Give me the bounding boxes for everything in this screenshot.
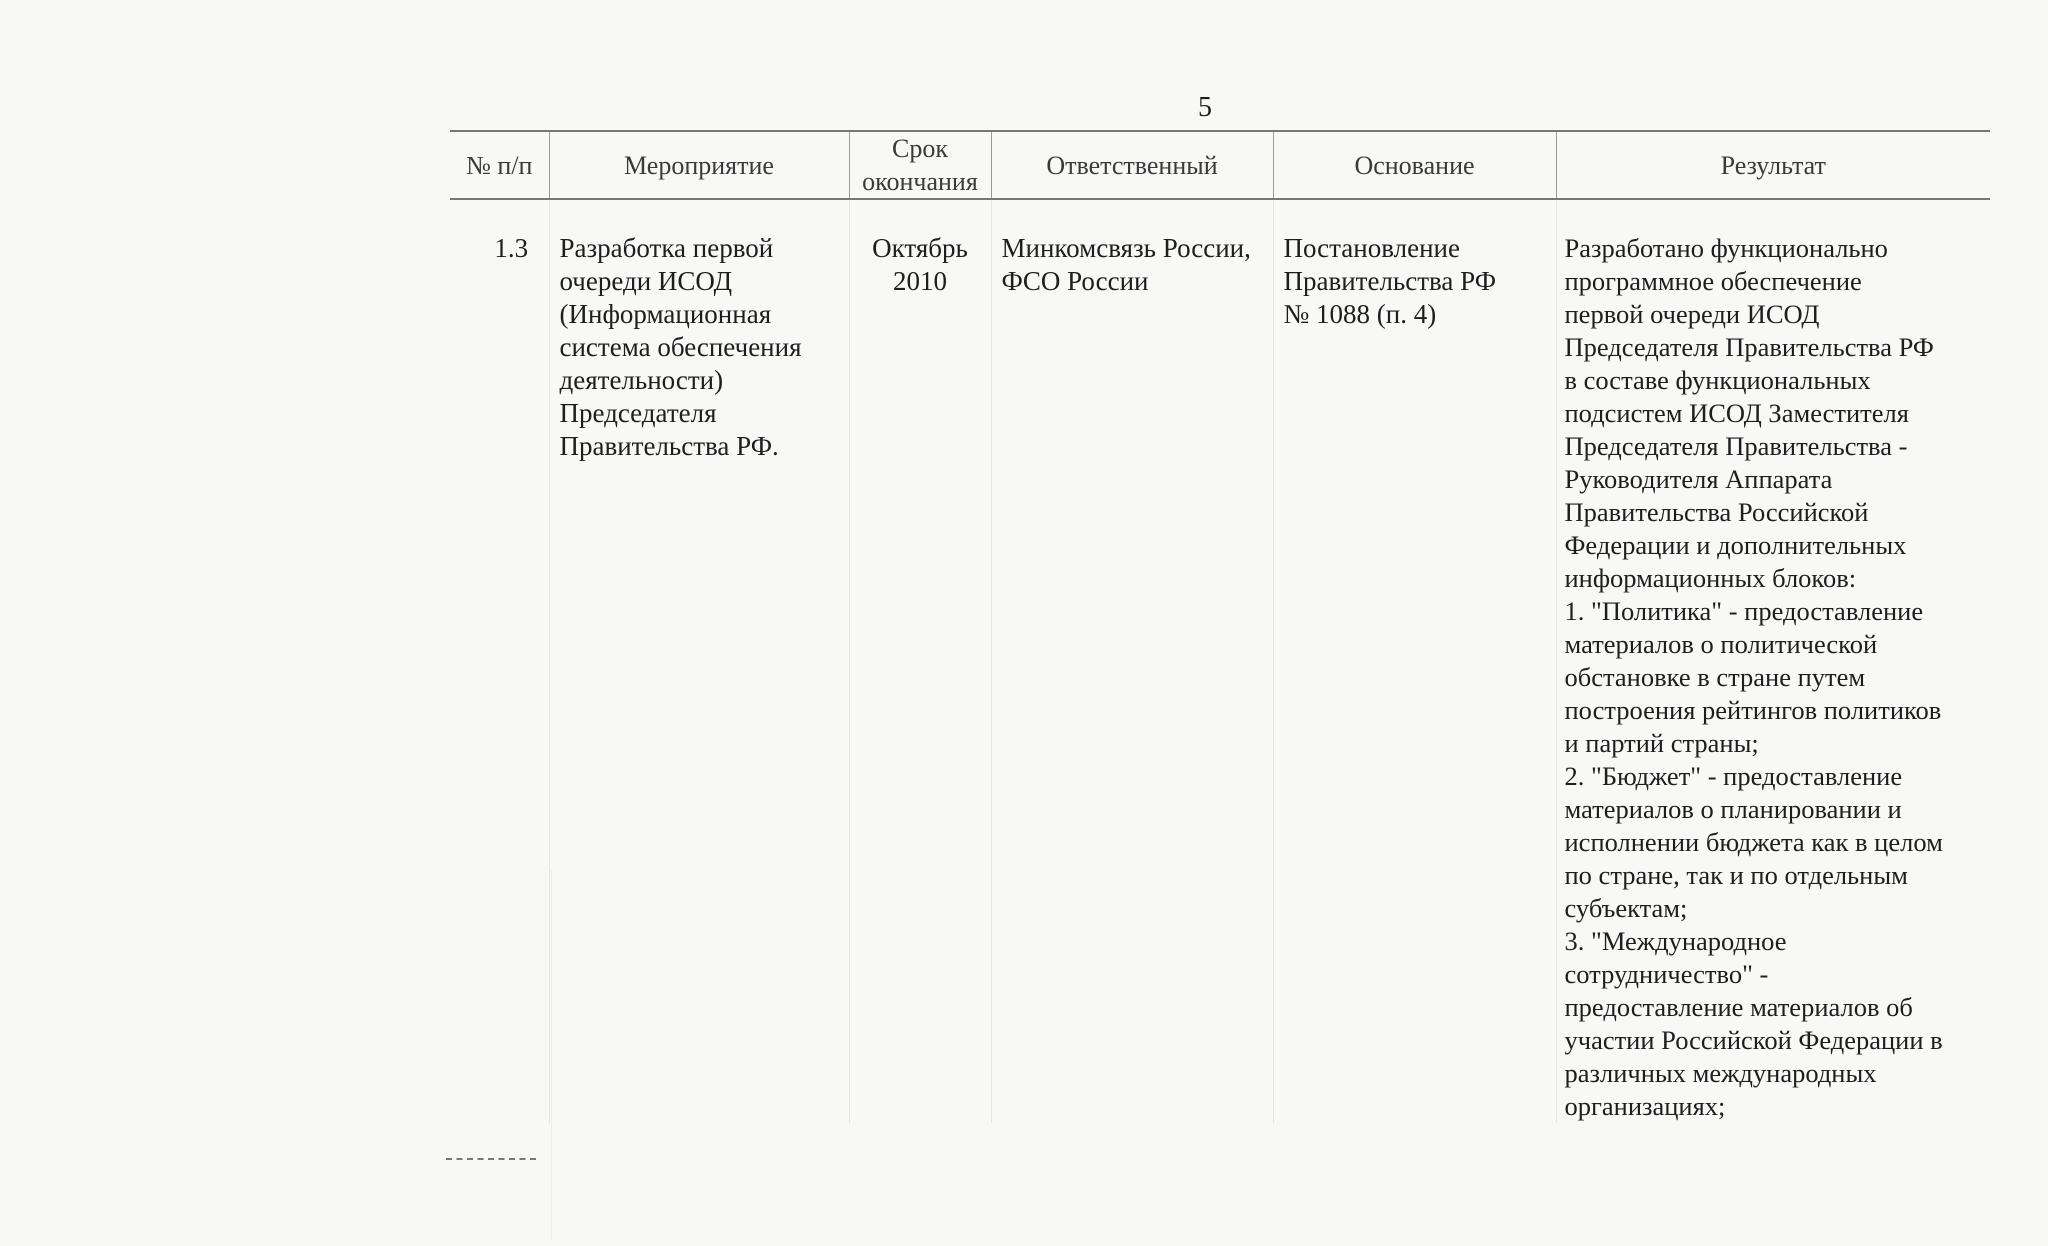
cell-text-line: по стране, так и по отдельным: [1564, 860, 1908, 890]
cell-text-line: № 1088 (п. 4): [1283, 299, 1437, 329]
cell-text-line: Федерации и дополнительных: [1564, 530, 1907, 560]
cell-text-line: Минкомсвязь России,: [1001, 233, 1251, 263]
header-basis: Основание: [1273, 131, 1556, 199]
cell-text-line: 3. "Международное: [1564, 926, 1787, 956]
cell-text-line: исполнении бюджета как в целом: [1564, 827, 1943, 857]
header-responsible: Ответственный: [991, 131, 1273, 199]
cell-text-line: организациях;: [1564, 1091, 1726, 1121]
cell-text-line: деятельности): [559, 365, 724, 395]
cell-text-line: ФСО России: [1001, 266, 1149, 296]
cell-text-line: и партий страны;: [1564, 728, 1759, 758]
cell-result: [1556, 199, 1990, 1123]
cell-basis: [1273, 199, 1556, 1123]
cell-text-line: Октябрь: [872, 233, 968, 263]
cell-text-line: Разработано функционально: [1564, 233, 1888, 263]
cell-text-line: сотрудничество" -: [1564, 959, 1769, 989]
cell-text-line: Председателя Правительства -: [1564, 431, 1908, 461]
header-result: Результат: [1556, 131, 1990, 199]
cell-text-line: 2. "Бюджет" - предоставление: [1564, 761, 1903, 791]
cell-text-line: субъектам;: [1564, 893, 1688, 923]
measures-table: [450, 130, 1990, 1123]
cell-responsible: [991, 199, 1273, 1123]
cell-text-line: Правительства РФ.: [559, 431, 779, 461]
column-divider: [551, 870, 552, 1240]
cell-text-line: материалов о политической: [1564, 629, 1878, 659]
cell-text-line: предоставление материалов об: [1564, 992, 1913, 1022]
cell-text-line: Председателя Правительства РФ: [1564, 332, 1934, 362]
cell-event: [549, 199, 849, 1123]
cell-text-line: система обеспечения: [559, 332, 802, 362]
header-number: № п/п: [450, 131, 549, 199]
cell-text-line: Руководителя Аппарата: [1564, 464, 1833, 494]
cell-text-line: Правительства РФ: [1283, 266, 1497, 296]
footnote-separator: [446, 1158, 536, 1160]
cell-deadline: [849, 199, 991, 1123]
page-number: 5: [1198, 92, 1212, 123]
header-deadline-line: Срок: [892, 134, 948, 163]
header-deadline-line: окончания: [862, 167, 978, 196]
cell-text-line: обстановке в стране путем: [1564, 662, 1866, 692]
table-row: [450, 199, 1990, 1123]
cell-text-line: первой очереди ИСОД: [1564, 299, 1820, 329]
cell-text-line: Постановление: [1283, 233, 1460, 263]
table-header-row: [450, 131, 1990, 199]
cell-text-line: 2010: [893, 266, 947, 296]
cell-text-line: подсистем ИСОД Заместителя: [1564, 398, 1909, 428]
cell-number: 1.3: [494, 233, 529, 263]
header-deadline: [849, 131, 991, 199]
cell-text-line: Правительства Российской: [1564, 497, 1869, 527]
cell-text-line: Разработка первой: [559, 233, 774, 263]
cell-text-line: построения рейтингов политиков: [1564, 695, 1942, 725]
cell-text-line: Председателя: [559, 398, 717, 428]
cell-text-line: информационных блоков:: [1564, 563, 1857, 593]
cell-text-line: участии Российской Федерации в: [1564, 1025, 1943, 1055]
cell-text-line: очереди ИСОД: [559, 266, 733, 296]
cell-text-line: материалов о планировании и: [1564, 794, 1902, 824]
cell-text-line: различных международных: [1564, 1058, 1877, 1088]
cell-text-line: программное обеспечение: [1564, 266, 1862, 296]
header-event: Мероприятие: [549, 131, 849, 199]
cell-text-line: в составе функциональных: [1564, 365, 1871, 395]
cell-text-line: 1. "Политика" - предоставление: [1564, 596, 1924, 626]
cell-text-line: (Информационная: [559, 299, 772, 329]
